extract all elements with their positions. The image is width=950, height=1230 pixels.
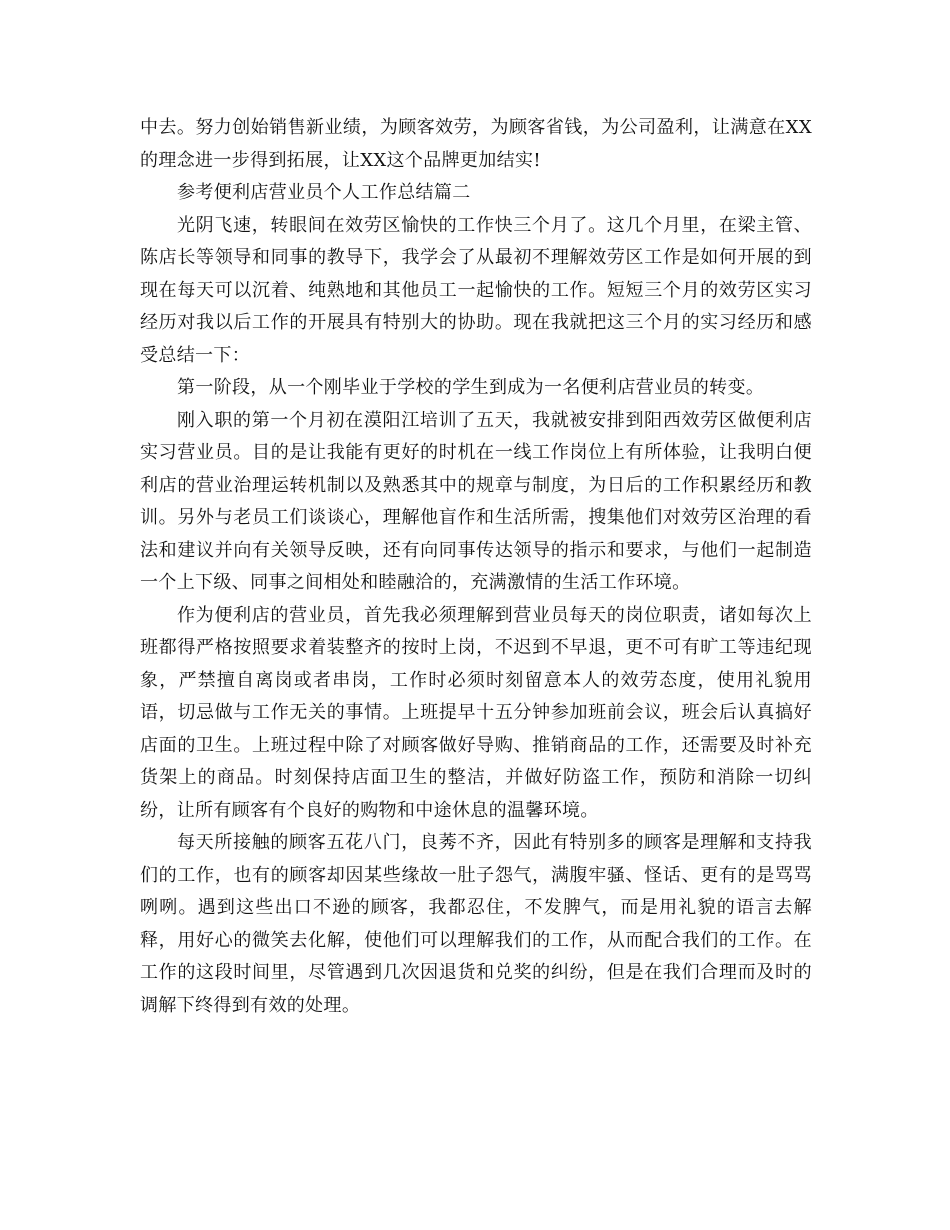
paragraph-training: 刚入职的第一个月初在漠阳江培训了五天，我就被安排到阳西效劳区做便利店实习营业员。目的是让我能有更好的时机在一线工作岗位上有所体验，让我明白便利店的营业治理运转机制以及熟悉其中的规章与制度，为日后的工作积累经历和教训。另外与老员工们谈谈心，理解他盲作和生活所需，搜集他们对效劳区治理的看法和建议并向有关领导反映，还有向同事传达领导的指示和要求，与他们一起制造一个上下级、同事之间相处和睦融洽的，充满激情的生活工作环境。 <box>140 409 812 593</box>
paragraph-duties: 作为便利店的营业员，首先我必须理解到营业员每天的岗位职责，诸如每次上班都得严格按照要求着装整齐的按时上岗，不迟到不早退，更不可有旷工等违纪现象，严禁擅自离岗或者串岗，工作时必须时刻留意本人的效劳态度，使用礼貌用语，切忌做与工作无关的事情。上班提早十五分钟参加班前会议，班会后认真搞好店面的卫生。上班过程中除了对顾客做好导购、推销商品的工作，还需要及时补充货架上的商品。时刻保持店面卫生的整洁，并做好防盗工作，预防和消除一切纠纷，让所有顾客有个良好的购物和中途休息的温馨环境。 <box>140 604 812 821</box>
paragraph-continuation: 中去。努力创始销售新业绩，为顾客效劳，为顾客省钱，为公司盈利，让满意在XX的理念进一步得到拓展，让XX这个品牌更加结实! <box>140 117 812 171</box>
paragraph-customers: 每天所接触的顾客五花八门，良莠不齐，因此有特别多的顾客是理解和支持我们的工作，也有的顾客却因某些缘故一肚子怨气，满腹牢骚、怪话、更有的是骂骂咧咧。遇到这些出口不逊的顾客，我都忍住，不发脾气，而是用礼貌的语言去解释，用好心的微笑去化解，使他们可以理解我们的工作，从而配合我们的工作。在工作的这段时间里，尽管遇到几次因退货和兑奖的纠纷，但是在我们合理而及时的调解下终得到有效的处理。 <box>140 832 812 1016</box>
section-heading: 参考便利店营业员个人工作总结篇二 <box>177 182 471 203</box>
document-body <box>140 112 812 1022</box>
paragraph-intro: 光阴飞速，转眼间在效劳区愉快的工作快三个月了。这几个月里，在梁主管、陈店长等领导和同事的教导下，我学会了从最初不理解效劳区工作是如何开展的到现在每天可以沉着、纯熟地和其他员工一起愉快的工作。短短三个月的效劳区实习经历对我以后工作的开展具有特别大的协助。现在我就把这三个月的实习经历和感受总结一下： <box>140 214 812 366</box>
paragraph-stage-one: 第一阶段，从一个刚毕业于学校的学生到成为一名便利店营业员的转变。 <box>177 377 765 398</box>
